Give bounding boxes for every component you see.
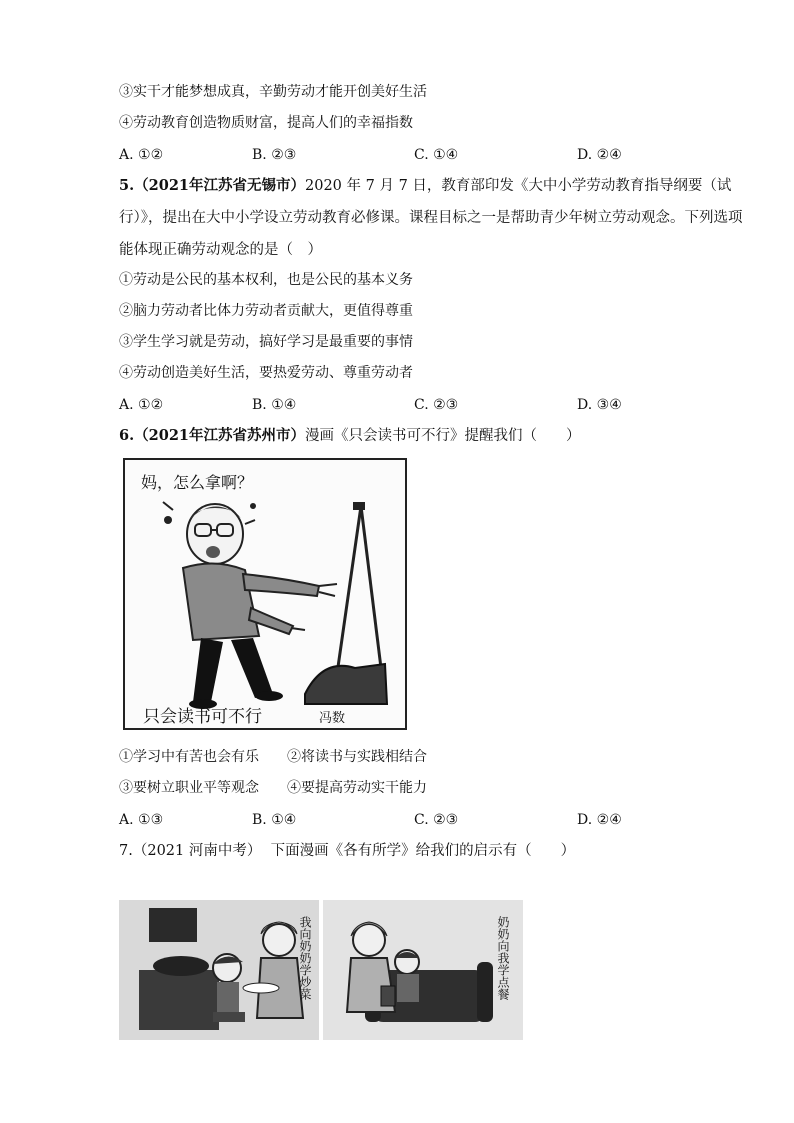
q6-item-2: ②将读书与实践相结合 [287,749,427,765]
q6-option-a[interactable]: A. ①③ [119,812,164,828]
q4-option-a[interactable]: A. ①② [119,147,164,163]
q6-cartoon [123,458,407,730]
q7-source: （2021 河南中考） [132,843,262,859]
q5-stem-line-2: 行）》，提出在大中小学设立劳动教育必修课。课程目标之一是帮助青少年树立劳动观念。下列选项 [119,210,743,226]
q5-source: （2021年江苏省无锡市） [134,177,305,194]
q5-number: 5. [119,177,135,194]
q6-items-row-2 [119,778,427,798]
q5-item-2: ②脑力劳动者比体力劳动者贡献大，更值得尊重 [119,303,413,319]
q5-option-c[interactable]: C. ②③ [414,397,459,413]
q5-option-a[interactable]: A. ①② [119,397,164,413]
q7-cartoon-drawing [119,900,523,1040]
q4-option-d[interactable]: D. ②④ [577,147,622,163]
q7-number: 7. [119,843,133,859]
q6-option-d[interactable]: D. ②④ [577,812,622,828]
q4-item-3: ③实干才能梦想成真，辛勤劳动才能开创美好生活 [119,84,427,100]
q5-item-4: ④劳动创造美好生活，要热爱劳动、尊重劳动者 [119,365,413,381]
q6-items-row-1 [119,747,427,767]
q7-panel1-caption: 我向奶奶学炒菜 [298,916,312,1000]
q6-item-4: ④要提高劳动实干能力 [287,780,427,796]
q5-option-b[interactable]: B. ①④ [252,397,297,413]
q7-panel2-caption: 奶奶向我学点餐 [496,916,510,1000]
q6-number: 6. [119,427,135,444]
q4-option-b[interactable]: B. ②③ [252,147,297,163]
q7-stem: 7.（2021 河南中考） 下面漫画《各有所学》给我们的启示有（ ） [119,843,576,859]
q5-item-1: ①劳动是公民的基本权利，也是公民的基本义务 [119,272,413,288]
q7-cartoon [119,900,523,1040]
q6-item-3: ③要树立职业平等观念 [119,780,259,796]
q5-stem-line-3: 能体现正确劳动观念的是（ ） [119,242,322,258]
q6-cartoon-drawing [123,458,407,730]
q5-stem-line-1: 5.（2021年江苏省无锡市）2020 年 7 月 7 日，教育部印发《大中小学劳动教育指导纲要（试 [119,177,732,194]
q6-source: （2021年江苏省苏州市） [134,427,305,444]
q4-option-c[interactable]: C. ①④ [414,147,459,163]
q5-option-d[interactable]: D. ③④ [577,397,622,413]
q6-option-b[interactable]: B. ①④ [252,812,297,828]
q5-item-3: ③学生学习就是劳动，搞好学习是最重要的事情 [119,334,413,350]
q6-stem: 6.（2021年江苏省苏州市）漫画《只会读书可不行》提醒我们（ ） [119,427,581,444]
q4-item-4: ④劳动教育创造物质财富，提高人们的幸福指数 [119,115,413,131]
q6-cartoon-caption: 只会读书可不行 [143,707,262,727]
q6-option-c[interactable]: C. ②③ [414,812,459,828]
q6-speech-text: 妈，怎么拿啊？ [141,473,254,492]
q6-cartoon-author: 冯数 [319,711,346,726]
q6-item-1: ①学习中有苦也会有乐 [119,749,259,765]
